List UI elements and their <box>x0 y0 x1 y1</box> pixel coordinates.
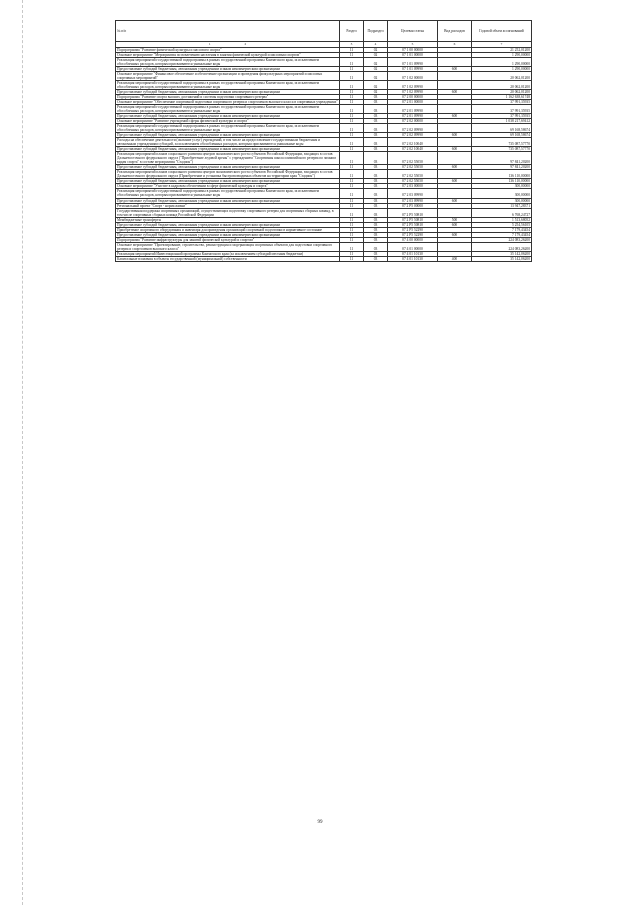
row-target-cell: 07 2 03 09990 <box>388 189 438 198</box>
row-amount-cell: 7 179,43454 <box>472 232 532 237</box>
row-target-cell: 07 2 01 09990 <box>388 105 438 114</box>
row-target-cell: 07 2 P5 50810 <box>388 217 438 222</box>
row-target-cell: 07 2 02 55050 <box>388 165 438 170</box>
row-amount-cell: 35 142,06200 <box>472 251 532 256</box>
row-name-cell: Государственная поддержка спортивных организаций, осуществляющих подготовку спортивного резерва для спортивных сборных команд, в том числе спортивных сборных команд Российской Федерации <box>116 208 340 217</box>
column-number: 1 2 <box>116 42 340 48</box>
row-subsection-cell: 03 <box>364 227 388 232</box>
row-target-cell: 07 2 P5 50810 <box>388 222 438 227</box>
row-expense-type-cell: 400 <box>438 256 472 261</box>
row-target-cell: 07 2 02 00000 <box>388 119 438 124</box>
row-expense-type-cell: 500 <box>438 217 472 222</box>
header-annual-amount: Годовой объем ассигнований <box>472 21 532 42</box>
row-name-cell: Реализация мероприятий государственной подпрограммы в рамках государственной программы Камчатского края, за исключением обособленных расходов, которым присваиваются уникальные коды <box>116 58 340 67</box>
row-subsection-cell: 03 <box>364 208 388 217</box>
header-target-article: Целевая статья <box>388 21 438 42</box>
row-section-cell: 11 <box>340 198 364 203</box>
table-row <box>116 138 532 147</box>
row-subsection-cell: 02 <box>364 58 388 67</box>
row-subsection-cell: 03 <box>364 147 388 152</box>
row-amount-cell: 5 254,56105 <box>472 222 532 227</box>
row-expense-type-cell <box>438 72 472 81</box>
header-expense-type: Вид расходов <box>438 21 472 42</box>
row-name-cell: Предоставление субсидий бюджетным, автономным учреждениям и иным некоммерческим организациям <box>116 198 340 203</box>
row-section-cell: 11 <box>340 133 364 138</box>
row-section-cell: 11 <box>340 152 364 165</box>
row-target-cell: 07 2 02 55050 <box>388 170 438 179</box>
column-number: 7 <box>472 42 532 48</box>
row-name-cell: Капитальные вложения в объекты государственной (муниципальной) собственности <box>116 256 340 261</box>
row-target-cell: 07 2 02 55050 <box>388 179 438 184</box>
row-target-cell: 07 4 00 00000 <box>388 237 438 242</box>
row-amount-cell: 37 991,35935 <box>472 105 532 114</box>
row-amount-cell: 300,00000 <box>472 184 532 189</box>
row-name-cell: Основное мероприятие "Мероприятия по вовлечению населения в занятия физической культурой и массовым спортом" <box>116 53 340 58</box>
row-expense-type-cell: 600 <box>438 165 472 170</box>
row-target-cell: 07 2 P5 52290 <box>388 227 438 232</box>
row-subsection-cell: 03 <box>364 256 388 261</box>
row-expense-type-cell <box>438 124 472 133</box>
table-row <box>116 208 532 217</box>
row-section-cell: 11 <box>340 90 364 95</box>
row-expense-type-cell: 600 <box>438 147 472 152</box>
row-section-cell: 11 <box>340 119 364 124</box>
row-subsection-cell: 03 <box>364 198 388 203</box>
row-section-cell: 11 <box>340 242 364 251</box>
row-amount-cell: 20 062,01200 <box>472 90 532 95</box>
row-name-cell: Основное мероприятие "Развитие учреждений сферы физической культуры и спорта" <box>116 119 340 124</box>
column-number: 4 <box>364 42 388 48</box>
row-amount-cell: 1 290,00000 <box>472 58 532 67</box>
row-expense-type-cell <box>438 152 472 165</box>
row-name-cell: Предоставление субсидий бюджетным, автономным учреждениям и иным некоммерческим организациям <box>116 90 340 95</box>
row-subsection-cell: 03 <box>364 119 388 124</box>
row-expense-type-cell: 600 <box>438 114 472 119</box>
row-section-cell: 11 <box>340 208 364 217</box>
row-subsection-cell: 03 <box>364 251 388 256</box>
row-name-cell: Предоставление субсидий бюджетным, автономным учреждениям и иным некоммерческим организациям <box>116 222 340 227</box>
row-amount-cell: 136 110,00000 <box>472 179 532 184</box>
row-target-cell: 07 1 01 09990 <box>388 67 438 72</box>
row-section-cell: 11 <box>340 237 364 242</box>
row-name-cell: Реализация мероприятий планов социального развития центров экономического роста субъектов Российской Федерации, входящих в состав Дальневосточного федерального округа ("Приобретение ледовой арены" с учреждением "Спортивная школа олимпийского резерва по зимним видам спорта" в составе мероприятия "Стадион") <box>116 152 340 165</box>
row-subsection-cell: 03 <box>364 138 388 147</box>
row-subsection-cell: 03 <box>364 242 388 251</box>
row-section-cell: 11 <box>340 114 364 119</box>
row-target-cell: 07 1 01 00000 <box>388 53 438 58</box>
header-name: № п/п <box>116 21 340 42</box>
row-subsection-cell: 03 <box>364 114 388 119</box>
row-subsection-cell: 03 <box>364 170 388 179</box>
row-subsection-cell: 03 <box>364 232 388 237</box>
row-subsection-cell: 03 <box>364 179 388 184</box>
table-row <box>116 256 532 261</box>
row-amount-cell: 97 841,20200 <box>472 152 532 165</box>
header-section: Раздел <box>340 21 364 42</box>
row-name-cell: Реализация мероприятий государственной подпрограммы в рамках государственной программы Камчатского края, за исключением обособленных расходов, которым присваиваются уникальные коды <box>116 81 340 90</box>
row-section-cell: 11 <box>340 170 364 179</box>
row-name-cell: Региональный проект "Спорт - норма жизни" <box>116 203 340 208</box>
row-section-cell: 11 <box>340 53 364 58</box>
row-amount-cell: 97 841,20200 <box>472 165 532 170</box>
row-amount-cell: 20 062,01200 <box>472 72 532 81</box>
row-section-cell: 11 <box>340 217 364 222</box>
row-subsection-cell: 02 <box>364 67 388 72</box>
row-expense-type-cell: 600 <box>438 222 472 227</box>
row-expense-type-cell: 600 <box>438 198 472 203</box>
row-name-cell: Реализация мероприятий государственной подпрограммы в рамках государственной программы Камчатского края, за исключением обособленных расходов, которым присваиваются уникальные коды <box>116 105 340 114</box>
row-subsection-cell: 03 <box>364 237 388 242</box>
row-target-cell: 07 2 01 00000 <box>388 100 438 105</box>
row-expense-type-cell: 600 <box>438 67 472 72</box>
row-expense-type-cell <box>438 208 472 217</box>
row-expense-type-cell <box>438 170 472 179</box>
row-section-cell: 11 <box>340 222 364 227</box>
header-subsection: Подраздел <box>364 21 388 42</box>
row-amount-cell: 20 062,01200 <box>472 81 532 90</box>
row-name-cell: Основное мероприятие "Финансовое обеспечение и обеспечение организации и проведения физкультурных мероприятий и массовых спортивных мероприятий" <box>116 72 340 81</box>
table-body <box>116 48 532 262</box>
table-row <box>116 152 532 165</box>
row-section-cell: 11 <box>340 124 364 133</box>
budget-allocation-table <box>115 20 532 262</box>
row-expense-type-cell: 600 <box>438 179 472 184</box>
row-target-cell: 07 2 00 00000 <box>388 95 438 100</box>
row-name-cell: Подпрограмма "Развитие инфраструктуры для занятий физической культурой и спортом" <box>116 237 340 242</box>
row-target-cell: 07 1 02 09990 <box>388 81 438 90</box>
row-amount-cell: 37 991,35935 <box>472 114 532 119</box>
table-row <box>116 124 532 133</box>
row-amount-cell: 6 768,24727 <box>472 208 532 217</box>
row-amount-cell: 7 179,43454 <box>472 227 532 232</box>
row-section-cell: 11 <box>340 189 364 198</box>
row-name-cell: Реализация мероприятий государственной подпрограммы в рамках государственной программы Камчатского края, за исключением обособленных расходов, которым присваиваются уникальные коды <box>116 189 340 198</box>
row-target-cell: 07 4 01 10130 <box>388 251 438 256</box>
table-header-row <box>116 21 532 42</box>
row-target-cell: 07 1 02 09990 <box>388 90 438 95</box>
row-section-cell: 11 <box>340 138 364 147</box>
row-amount-cell: 69 168,58674 <box>472 124 532 133</box>
table-row <box>116 242 532 251</box>
row-expense-type-cell <box>438 242 472 251</box>
row-name-cell: Реализация мероприятий государственной подпрограммы в рамках государственной программы Камчатского края, за исключением обособленных расходов, которым присваиваются уникальные коды <box>116 124 340 133</box>
row-expense-type-cell: 600 <box>438 90 472 95</box>
table-row <box>116 170 532 179</box>
row-amount-cell: 37 991,35935 <box>472 100 532 105</box>
row-subsection-cell: 02 <box>364 53 388 58</box>
row-expense-type-cell <box>438 105 472 114</box>
row-target-cell: 07 2 02 09990 <box>388 124 438 133</box>
row-section-cell: 11 <box>340 232 364 237</box>
row-amount-cell: 224 083,26200 <box>472 237 532 242</box>
table-row <box>116 81 532 90</box>
page-number: 99 <box>317 820 323 825</box>
row-subsection-cell: 03 <box>364 184 388 189</box>
column-number: 3 <box>340 42 364 48</box>
row-name-cell: Межбюджетные трансферты <box>116 217 340 222</box>
row-name-cell: Предоставление субсидий бюджетным, автономным учреждениям и иным некоммерческим организациям <box>116 165 340 170</box>
row-name-cell: Расходы на обеспечение деятельности (оказание услуг) учреждений, в том числе на предоставление государственным бюджетным и автономным учреждениям субсидий, за исключением обособленных расходов, которым присваиваются уникальные коды <box>116 138 340 147</box>
row-subsection-cell: 03 <box>364 100 388 105</box>
row-section-cell: 11 <box>340 72 364 81</box>
row-section-cell: 11 <box>340 184 364 189</box>
row-name-cell: Основное мероприятие "Обеспечение спортивной подготовки спортивного резерва и спортсменов высокого класса в спортивных учреждениях" <box>117 100 338 105</box>
row-expense-type-cell: 600 <box>438 133 472 138</box>
scan-edge-line <box>22 0 23 905</box>
row-name-cell: Реализация мероприятий планов социального развития центров экономического роста субъектов Российской Федерации, входящих в состав Дальневосточного федерального округа (Приобретение и установка быстровозводимых объектов на территории края "Стадион") <box>116 170 340 179</box>
row-target-cell: 07 2 P5 50810 <box>388 208 438 217</box>
row-subsection-cell: 03 <box>364 189 388 198</box>
row-target-cell: 07 2 02 10040 <box>388 147 438 152</box>
row-target-cell: 07 1 00 00000 <box>388 48 438 53</box>
row-name-cell: Основное мероприятие "Участие в кадровом обеспечении в сфере физической культуры и спорта" <box>116 184 340 189</box>
row-target-cell: 07 4 01 10130 <box>388 256 438 261</box>
row-amount-cell: 21 252,01200 <box>472 48 532 53</box>
row-subsection-cell: 03 <box>364 133 388 138</box>
row-subsection-cell: 02 <box>364 81 388 90</box>
row-amount-cell: 1 290,00000 <box>472 53 532 58</box>
row-name-cell: Подпрограмма "Развитие спорта высших достижений и системы подготовки спортивного резерва" <box>116 95 340 100</box>
row-section-cell: 11 <box>340 256 364 261</box>
row-amount-cell: 69 168,58674 <box>472 133 532 138</box>
row-subsection-cell: 03 <box>364 165 388 170</box>
row-expense-type-cell <box>438 58 472 67</box>
row-expense-type-cell <box>438 81 472 90</box>
row-amount-cell: 13 947,28371 <box>472 203 532 208</box>
row-target-cell: 07 2 01 09990 <box>388 114 438 119</box>
row-subsection-cell: 02 <box>364 72 388 81</box>
column-number: 5 <box>388 42 438 48</box>
row-subsection-cell: 02 <box>364 90 388 95</box>
row-amount-cell: 1 162 638,61748 <box>472 95 532 100</box>
row-name-cell: Основное мероприятие "Проектирование, строительство, реконструкция и модернизация спортивных объектов для подготовки спортивного резерва и спортсменов высокого класса" <box>116 242 340 251</box>
row-amount-cell: 1 038 217,69412 <box>472 119 532 124</box>
row-section-cell: 11 <box>340 165 364 170</box>
row-section-cell: 11 <box>340 179 364 184</box>
row-subsection-cell: 03 <box>364 217 388 222</box>
row-name-cell: Подпрограмма "Развитие физической культуры и массового спорта" <box>116 48 340 53</box>
row-name-cell: Предоставление субсидий бюджетным, автономным учреждениям и иным некоммерческим организациям <box>116 232 340 237</box>
table-row <box>116 105 532 114</box>
row-amount-cell: 35 142,06200 <box>472 256 532 261</box>
row-amount-cell: 735 087,57770 <box>472 147 532 152</box>
row-section-cell: 11 <box>340 48 364 53</box>
row-section-cell: 11 <box>340 105 364 114</box>
row-amount-cell: 224 083,26200 <box>472 242 532 251</box>
row-section-cell: 11 <box>340 251 364 256</box>
row-target-cell: 07 2 P5 00000 <box>388 203 438 208</box>
row-amount-cell: 136 110,00000 <box>472 170 532 179</box>
row-name-cell: Приобретение спортивного оборудования и инвентаря для приведения организаций спортивной подготовки в нормативное состояние <box>116 227 340 232</box>
row-amount-cell: 300,00000 <box>472 198 532 203</box>
row-amount-cell: 300,00000 <box>472 189 532 198</box>
row-name-cell: Реализация мероприятий Инвестиционной программы Камчатского края (за исключением субсидий местным бюджетам) <box>116 251 340 256</box>
row-section-cell: 11 <box>340 147 364 152</box>
row-target-cell: 07 2 02 09990 <box>388 133 438 138</box>
row-subsection-cell: 02 <box>364 48 388 53</box>
row-subsection-cell: 03 <box>364 222 388 227</box>
row-name-cell: Предоставление субсидий бюджетным, автономным учреждениям и иным некоммерческим организациям <box>116 133 340 138</box>
row-target-cell: 07 2 P5 52290 <box>388 232 438 237</box>
row-subsection-cell: 03 <box>364 152 388 165</box>
row-target-cell: 07 4 01 00000 <box>388 242 438 251</box>
row-target-cell: 07 2 02 10040 <box>388 138 438 147</box>
row-expense-type-cell: 600 <box>438 232 472 237</box>
row-subsection-cell: 03 <box>364 203 388 208</box>
row-subsection-cell: 03 <box>364 105 388 114</box>
row-name-cell: Предоставление субсидий бюджетным, автономным учреждениям и иным некоммерческим организациям <box>116 67 340 72</box>
row-section-cell: 11 <box>340 58 364 67</box>
row-target-cell: 07 1 02 00000 <box>388 72 438 81</box>
row-subsection-cell: 03 <box>364 124 388 133</box>
column-number: 6 <box>438 42 472 48</box>
row-section-cell: 11 <box>340 227 364 232</box>
table-row <box>116 58 532 67</box>
row-expense-type-cell <box>438 189 472 198</box>
row-section-cell: 11 <box>340 100 364 105</box>
table-row <box>116 189 532 198</box>
row-section-cell: 11 <box>340 95 364 100</box>
row-section-cell: 11 <box>340 81 364 90</box>
row-target-cell: 07 2 02 55050 <box>388 152 438 165</box>
row-expense-type-cell <box>438 138 472 147</box>
row-name-cell: Предоставление субсидий бюджетным, автономным учреждениям и иным некоммерческим организациям <box>116 114 340 119</box>
row-amount-cell: 1 290,00000 <box>472 67 532 72</box>
row-target-cell: 07 2 03 09990 <box>388 198 438 203</box>
row-amount-cell: 735 087,57770 <box>472 138 532 147</box>
table-row <box>116 72 532 81</box>
row-section-cell: 11 <box>340 67 364 72</box>
row-name-cell: Предоставление субсидий бюджетным, автономным учреждениям и иным некоммерческим организациям <box>116 179 340 184</box>
row-section-cell: 11 <box>340 203 364 208</box>
row-subsection-cell: 03 <box>364 95 388 100</box>
row-target-cell: 07 2 03 00000 <box>388 184 438 189</box>
row-target-cell: 07 1 01 09990 <box>388 58 438 67</box>
row-amount-cell: 1 513,68052 <box>472 217 532 222</box>
row-name-cell: Предоставление субсидий бюджетным, автономным учреждениям и иным некоммерческим организациям <box>116 147 340 152</box>
